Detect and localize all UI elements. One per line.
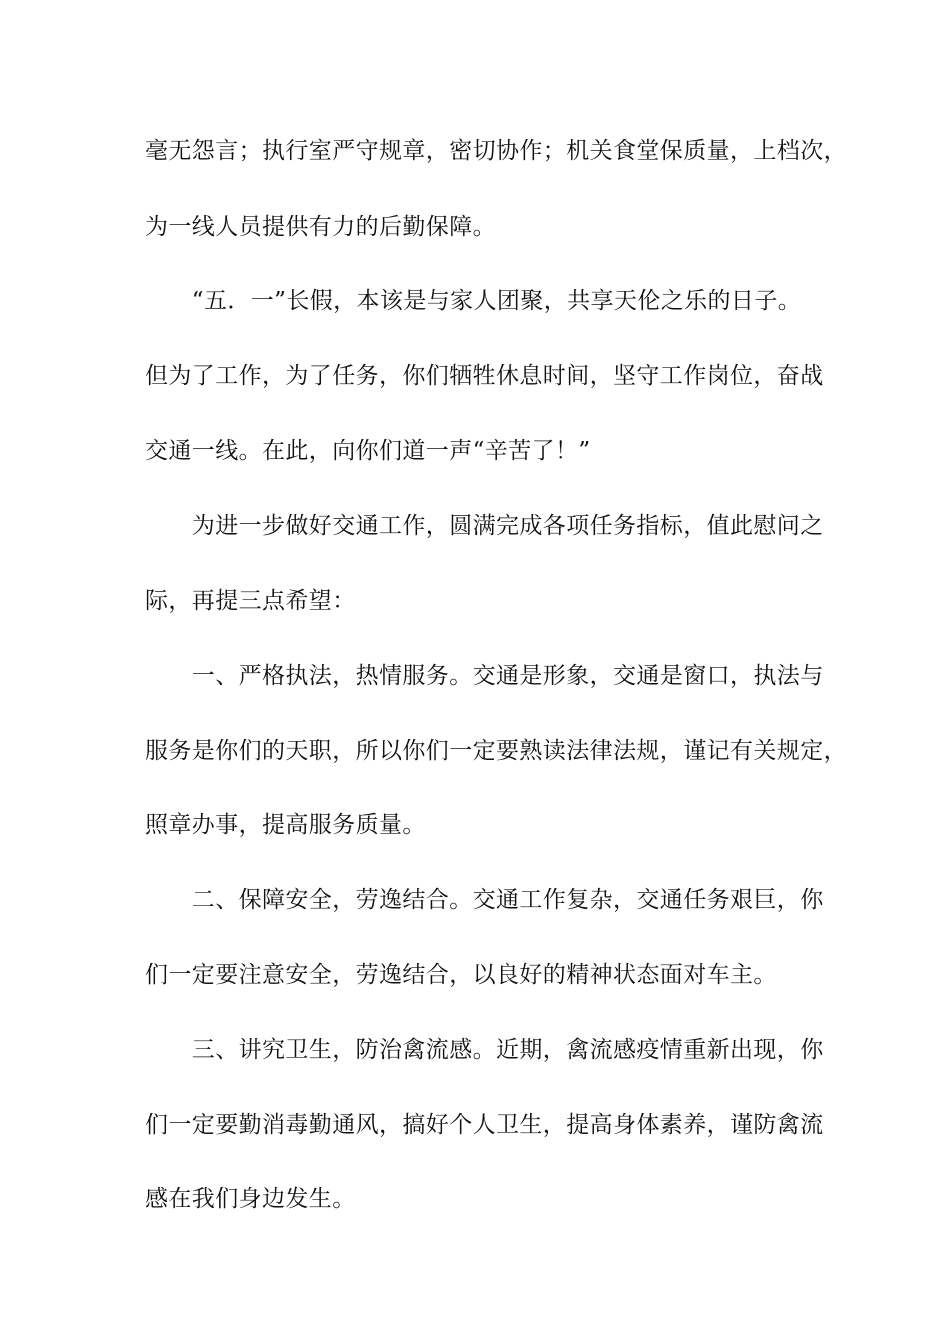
- text-line: 毫无怨言；执行室严守规章，密切协作；机关食堂保质量，上档次，: [145, 138, 847, 164]
- text-line: 服务是你们的天职，所以你们一定要熟读法律法规，谨记有关规定，: [145, 738, 847, 764]
- text-line: 照章办事，提高服务质量。: [145, 812, 426, 838]
- text-line: 但为了工作，为了任务，你们牺牲休息时间，坚守工作岗位，奋战: [145, 363, 824, 389]
- text-line: 三、讲究卫生，防治禽流感。近期，禽流感疫情重新出现，你: [145, 1037, 824, 1063]
- text-line: 们一定要注意安全，劳逸结合，以良好的精神状态面对车主。: [145, 962, 777, 988]
- text-line: 为进一步做好交通工作，圆满完成各项任务指标，值此慰问之: [145, 513, 824, 539]
- text-line: 际，再提三点希望：: [145, 588, 356, 614]
- text-line: 感在我们身边发生。: [145, 1186, 356, 1212]
- text-line: 交通一线。在此，向你们道一声“辛苦了！”: [145, 438, 591, 464]
- text-line: 为一线人员提供有力的后勤保障。: [145, 214, 496, 240]
- text-line: “五．一”长假，本该是与家人团聚，共享天伦之乐的日子。: [145, 288, 802, 314]
- text-line: 二、保障安全，劳逸结合。交通工作复杂，交通任务艰巨，你: [145, 887, 824, 913]
- text-line: 们一定要勤消毒勤通风，搞好个人卫生，提高身体素养，谨防禽流: [145, 1112, 824, 1138]
- text-line: 一、严格执法，热情服务。交通是形象，交通是窗口，执法与: [145, 663, 824, 689]
